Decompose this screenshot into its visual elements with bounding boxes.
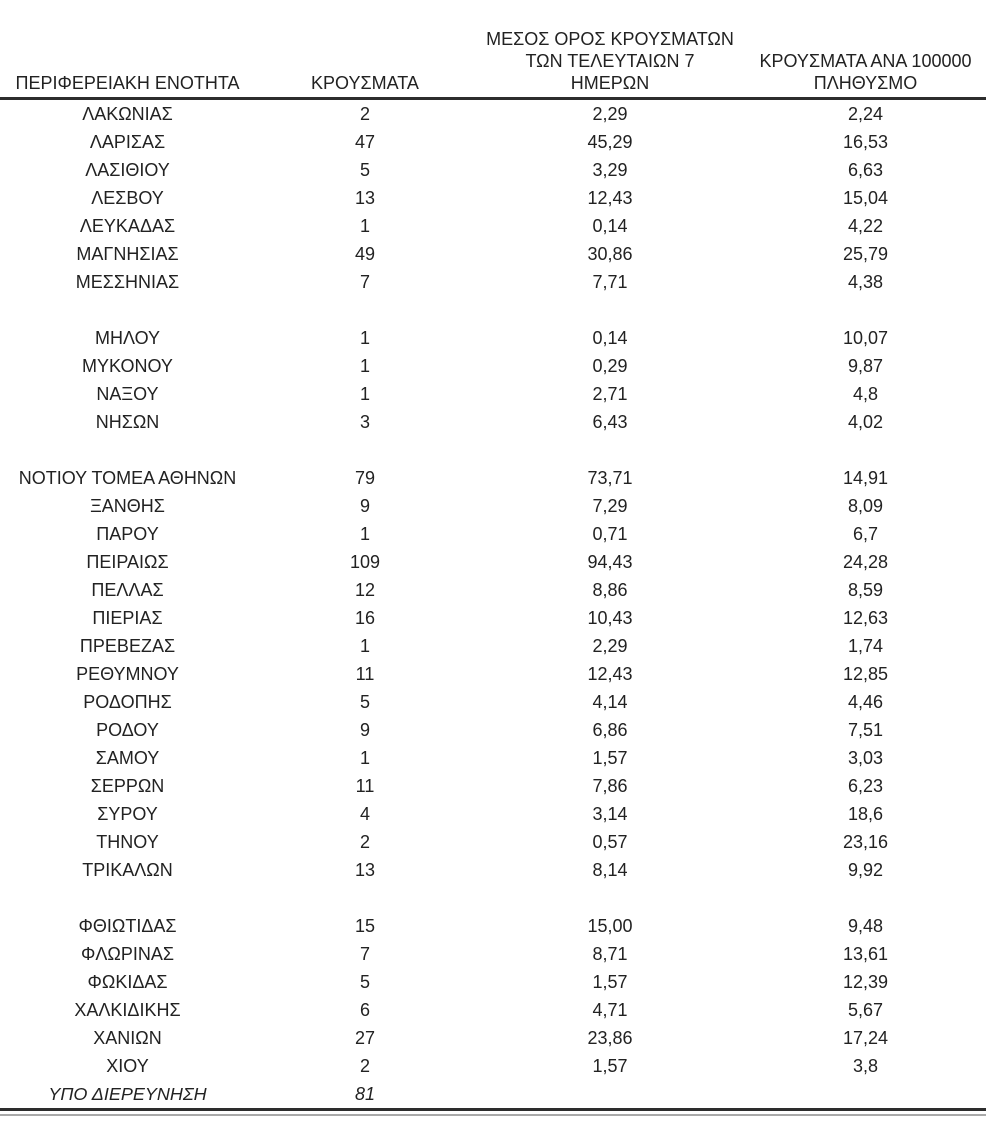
per100k-cell: 9,92 [847, 859, 884, 880]
per100k-cell: 4,22 [847, 215, 884, 236]
table-row [0, 1080, 986, 1111]
table-row [0, 828, 986, 856]
avg7-cell: 4,14 [592, 691, 628, 712]
cases-cell: 3 [359, 411, 370, 432]
region-cell: ΣΥΡΟΥ [97, 803, 158, 824]
region-cell: ΛΑΣΙΘΙΟΥ [85, 159, 170, 180]
cases-cell: 27 [354, 1027, 376, 1048]
column-header-avg7-line3: ΗΜΕΡΩΝ [570, 73, 650, 93]
column-header-per100k [745, 50, 986, 94]
per100k-cell: 12,85 [842, 663, 889, 684]
per100k-cell: 13,61 [842, 943, 889, 964]
region-cell: ΡΟΔΟΥ [96, 719, 159, 740]
table-row [0, 128, 986, 156]
cases-cell: 2 [359, 103, 370, 124]
cases-cell: 1 [359, 355, 370, 376]
cases-cell: 16 [354, 607, 376, 628]
per100k-cell: 10,07 [842, 327, 889, 348]
table-row [0, 856, 986, 884]
avg7-cell: 0,14 [592, 215, 628, 236]
cases-cell: 9 [359, 719, 370, 740]
cases-cell: 109 [349, 551, 381, 572]
avg7-cell: 45,29 [587, 131, 633, 152]
table-row [0, 240, 986, 268]
avg7-cell: 7,71 [592, 271, 628, 292]
table-row [0, 716, 986, 744]
table-row [0, 912, 986, 940]
column-header-cases [255, 72, 475, 94]
per100k-cell: 1,74 [847, 635, 884, 656]
cases-cell: 13 [354, 187, 376, 208]
cases-cell: 5 [359, 159, 370, 180]
per100k-cell: 6,7 [852, 523, 879, 544]
cases-cell: 2 [359, 831, 370, 852]
cases-cell: 1 [359, 523, 370, 544]
table-row [0, 1052, 986, 1080]
table-row [0, 156, 986, 184]
table-row [0, 1024, 986, 1052]
table-row [0, 772, 986, 800]
avg7-cell: 0,14 [592, 327, 628, 348]
cases-cell: 49 [354, 243, 376, 264]
avg7-cell: 12,43 [587, 187, 633, 208]
per100k-cell: 24,28 [842, 551, 889, 572]
avg7-cell: 7,86 [592, 775, 628, 796]
cases-cell: 47 [354, 131, 376, 152]
column-header-per100k-line2: ΠΛΗΘΥΣΜΟ [813, 73, 918, 93]
per100k-cell: 3,03 [847, 747, 884, 768]
region-cell: ΝΗΣΩΝ [95, 411, 160, 432]
region-cell: ΛΑΡΙΣΑΣ [89, 131, 166, 152]
table-row [0, 968, 986, 996]
cases-cell: 13 [354, 859, 376, 880]
avg7-cell: 7,29 [592, 495, 628, 516]
table-body [0, 100, 986, 1111]
avg7-cell: 94,43 [587, 551, 633, 572]
avg7-cell: 2,29 [592, 103, 628, 124]
per100k-cell: 2,24 [847, 103, 884, 124]
avg7-cell: 2,71 [592, 383, 628, 404]
column-header-avg7 [475, 28, 745, 94]
region-cell: ΧΑΛΚΙΔΙΚΗΣ [74, 999, 181, 1020]
region-cell: ΛΑΚΩΝΙΑΣ [82, 103, 173, 124]
table-row [0, 660, 986, 688]
per100k-cell: 18,6 [847, 803, 884, 824]
region-cell: ΜΗΛΟΥ [94, 327, 161, 348]
table-row [0, 548, 986, 576]
avg7-cell: 8,86 [592, 579, 628, 600]
table-row [0, 352, 986, 380]
per100k-cell: 4,46 [847, 691, 884, 712]
region-cell: ΤΗΝΟΥ [96, 831, 159, 852]
cases-cell: 1 [359, 383, 370, 404]
table-row [0, 688, 986, 716]
per100k-cell: 8,59 [847, 579, 884, 600]
per100k-cell: 12,63 [842, 607, 889, 628]
per100k-cell: 4,02 [847, 411, 884, 432]
cases-cell: 1 [359, 215, 370, 236]
per100k-cell: 23,16 [842, 831, 889, 852]
per100k-cell: 8,09 [847, 495, 884, 516]
per100k-cell: 16,53 [842, 131, 889, 152]
avg7-cell: 30,86 [587, 243, 633, 264]
cases-cell: 1 [359, 635, 370, 656]
cases-cell: 9 [359, 495, 370, 516]
avg7-cell: 0,71 [592, 523, 628, 544]
cases-cell: 15 [354, 915, 376, 936]
region-cell: ΡΕΘΥΜΝΟΥ [76, 663, 179, 684]
region-cell: ΠΙΕΡΙΑΣ [92, 607, 163, 628]
avg7-cell: 2,29 [592, 635, 628, 656]
region-cell: ΡΟΔΟΠΗΣ [83, 691, 172, 712]
table-spacer-row [0, 436, 986, 464]
region-cell: ΧΙΟΥ [106, 1055, 149, 1076]
table-row [0, 184, 986, 212]
table-row [0, 492, 986, 520]
table-row [0, 268, 986, 296]
per100k-cell: 25,79 [842, 243, 889, 264]
cases-cell: 1 [359, 327, 370, 348]
table-spacer-row [0, 884, 986, 912]
region-cell: ΦΛΩΡΙΝΑΣ [81, 943, 174, 964]
table-row [0, 324, 986, 352]
table-spacer-row [0, 296, 986, 324]
per100k-cell: 9,48 [847, 915, 884, 936]
avg7-cell: 73,71 [587, 467, 633, 488]
cases-cell: 6 [359, 999, 370, 1020]
cases-cell: 11 [355, 775, 375, 796]
per100k-cell: 3,8 [852, 1055, 879, 1076]
table-row [0, 212, 986, 240]
region-cell: ΜΑΓΝΗΣΙΑΣ [76, 243, 179, 264]
per100k-cell: 4,38 [847, 271, 884, 292]
per100k-cell: 9,87 [847, 355, 884, 376]
avg7-cell: 4,71 [592, 999, 628, 1020]
table-bottom-rule [0, 1114, 986, 1116]
column-header-avg7-line2: ΤΩΝ ΤΕΛΕΥΤΑΙΩΝ 7 [525, 51, 695, 71]
table-row [0, 744, 986, 772]
avg7-cell: 12,43 [587, 663, 633, 684]
region-cell: ΠΑΡΟΥ [96, 523, 159, 544]
table-row [0, 464, 986, 492]
per100k-cell: 4,8 [852, 383, 879, 404]
region-cell: ΠΕΙΡΑΙΩΣ [86, 551, 169, 572]
per100k-cell: 14,91 [842, 467, 889, 488]
per100k-cell: 15,04 [842, 187, 889, 208]
region-cell: ΣΑΜΟΥ [95, 747, 160, 768]
cases-cell: 4 [359, 803, 370, 824]
column-header-region [0, 72, 255, 94]
region-cell: ΜΕΣΣΗΝΙΑΣ [75, 271, 180, 292]
per100k-cell: 12,39 [842, 971, 889, 992]
region-cell: ΧΑΝΙΩΝ [93, 1027, 162, 1048]
avg7-cell: 6,43 [592, 411, 628, 432]
avg7-cell: 10,43 [587, 607, 633, 628]
table-header [0, 0, 986, 100]
avg7-cell: 6,86 [592, 719, 628, 740]
region-cell: ΛΕΥΚΑΔΑΣ [79, 215, 176, 236]
region-cell: ΦΩΚΙΔΑΣ [87, 971, 168, 992]
avg7-cell: 0,29 [592, 355, 628, 376]
cases-cell: 2 [359, 1055, 370, 1076]
table-row [0, 576, 986, 604]
cases-cell: 7 [359, 943, 370, 964]
table-row [0, 632, 986, 660]
column-header-region-label: ΠΕΡΙΦΕΡΕΙΑΚΗ ΕΝΟΤΗΤΑ [15, 73, 240, 93]
table-row [0, 940, 986, 968]
region-cell: ΝΑΞΟΥ [96, 383, 159, 404]
avg7-cell: 8,14 [592, 859, 628, 880]
avg7-cell: 1,57 [592, 1055, 628, 1076]
avg7-cell: 3,29 [592, 159, 628, 180]
table-row [0, 408, 986, 436]
region-cell: ΣΕΡΡΩΝ [90, 775, 165, 796]
per100k-cell: 6,63 [847, 159, 884, 180]
cases-cell: 7 [359, 271, 370, 292]
avg7-cell: 1,57 [592, 747, 628, 768]
per100k-cell: 17,24 [842, 1027, 889, 1048]
cases-cell: 11 [355, 663, 375, 684]
region-cell: ΜΥΚΟΝΟΥ [82, 355, 173, 376]
cases-cell: 1 [359, 747, 370, 768]
region-cell: ΦΘΙΩΤΙΔΑΣ [78, 915, 177, 936]
avg7-cell: 8,71 [592, 943, 628, 964]
region-cell: ΤΡΙΚΑΛΩΝ [82, 859, 173, 880]
column-header-per100k-line1: ΚΡΟΥΣΜΑΤΑ ΑΝΑ 100000 [759, 51, 972, 71]
region-cell: ΠΡΕΒΕΖΑΣ [79, 635, 176, 656]
cases-cell: 81 [354, 1083, 376, 1104]
region-cell: ΞΑΝΘΗΣ [90, 495, 165, 516]
avg7-cell: 3,14 [592, 803, 628, 824]
table-row [0, 996, 986, 1024]
region-cell: ΥΠΟ ΔΙΕΡΕΥΝΗΣΗ [48, 1083, 207, 1104]
per100k-cell: 7,51 [847, 719, 884, 740]
region-cell: ΠΕΛΛΑΣ [91, 579, 164, 600]
avg7-cell: 1,57 [592, 971, 628, 992]
avg7-cell: 23,86 [587, 1027, 633, 1048]
per100k-cell: 5,67 [847, 999, 884, 1020]
column-header-cases-label: ΚΡΟΥΣΜΑΤΑ [311, 73, 419, 93]
table-row [0, 604, 986, 632]
table-row [0, 380, 986, 408]
per100k-cell: 6,23 [847, 775, 884, 796]
cases-cell: 79 [354, 467, 376, 488]
avg7-cell: 0,57 [592, 831, 628, 852]
cases-cell: 5 [359, 691, 370, 712]
cases-cell: 12 [354, 579, 376, 600]
region-cell: ΝΟΤΙΟΥ ΤΟΜΕΑ ΑΘΗΝΩΝ [18, 467, 237, 488]
avg7-cell: 15,00 [587, 915, 633, 936]
cases-cell: 5 [359, 971, 370, 992]
table-row [0, 520, 986, 548]
region-cell: ΛΕΣΒΟΥ [91, 187, 164, 208]
table-row [0, 800, 986, 828]
column-header-avg7-line1: ΜΕΣΟΣ ΟΡΟΣ ΚΡΟΥΣΜΑΤΩΝ [486, 29, 734, 49]
table-row [0, 100, 986, 128]
